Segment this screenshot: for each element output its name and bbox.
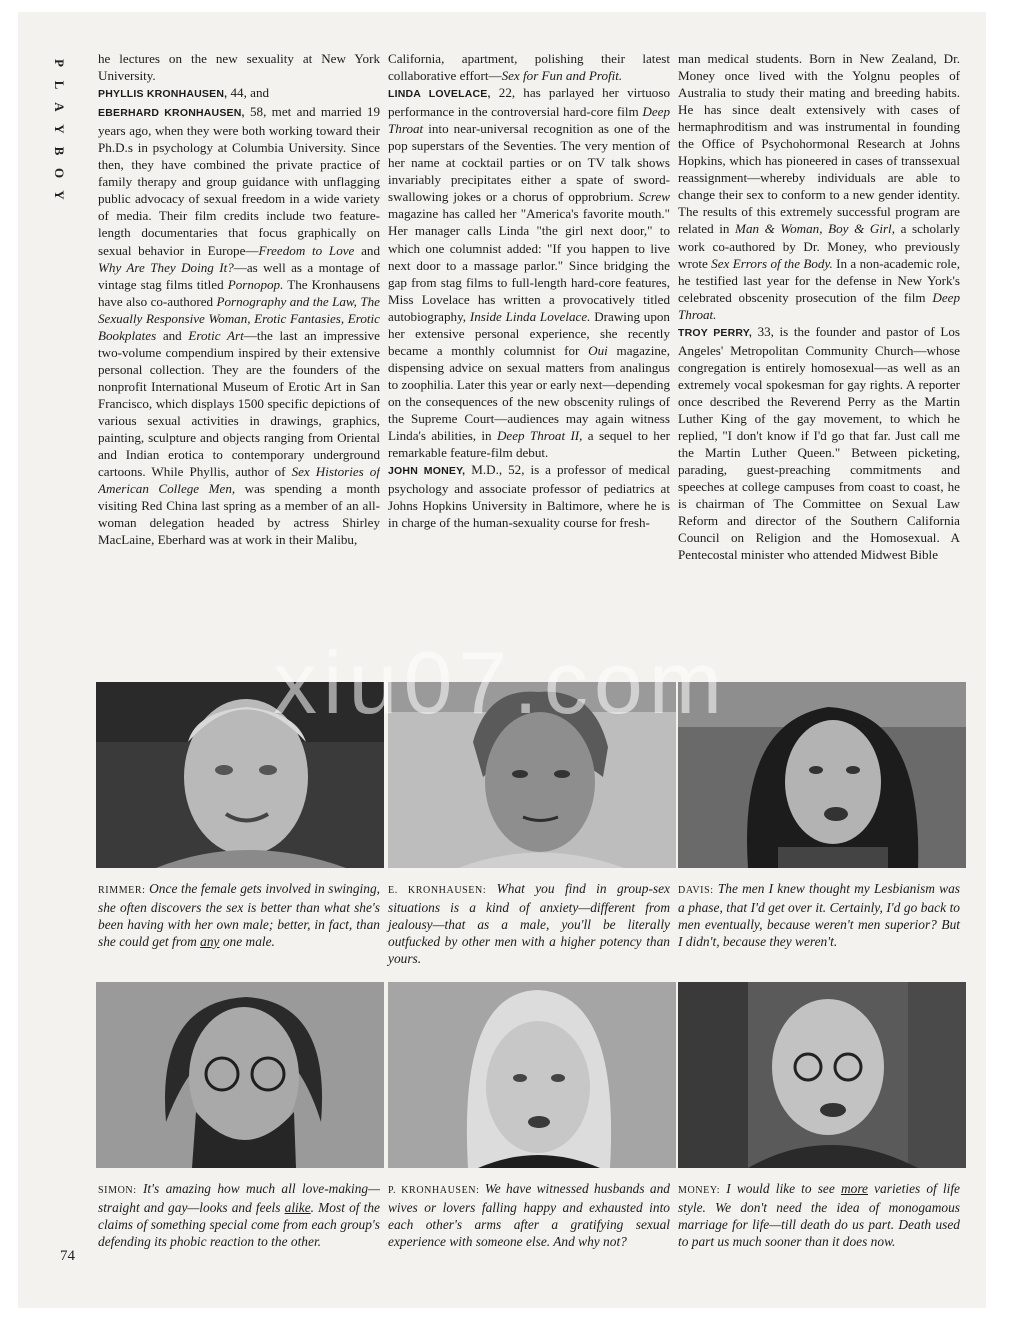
body-text: a sequel to her remarkable feature-film debut. — [388, 428, 670, 461]
italic-title: Sex Histories of American College Men, — [98, 464, 380, 497]
caption-speaker: SIMON: — [98, 1185, 137, 1196]
caption-text: What you find in group-sex situations is a kind of anxiety—different from jealousy—that as a male, you'll be literally outfucked by other men with a higher potency than yours. — [388, 881, 670, 966]
italic-title: Pornopop. — [227, 276, 284, 292]
body-text: —as well as a montage of vintage stag films titled — [98, 259, 380, 292]
caption-p-kronhausen — [388, 1180, 670, 1250]
body-text: into near-universal recognition as one of the pop superstars of the Seventies. The very mention of her name at cocktail parties or on TV talk shows invariably precipitates either a spate of sword-swallowing jokes or a chorus of opprobrium. — [388, 121, 670, 205]
profile-name: JOHN MONEY, — [388, 465, 466, 478]
body-text: a scholarly work co-authored by Dr. Money, who previously wrote — [678, 221, 960, 271]
side-label: P L A Y B O Y — [52, 59, 67, 200]
caption-text: It's amazing how much all love-making—straight and gay—looks and feels — [98, 1181, 380, 1215]
caption-emphasis: any — [200, 934, 220, 949]
body-text: man medical students. Born in New Zealand, Dr. Money once lived with the Yolgnu peoples of Australia to study their mating and breeding habits. He has since dealt extensively with cases of hermaphroditism and was instrumental in founding the Office of Psychohormonal Research at Johns Hopkins, which has pioneered in cases of transsexual reassignment—whereby individuals are able to change their sex to conform to a new gender identity. The results of this extremely successful program are related in — [678, 51, 960, 237]
italic-title: Screw — [638, 189, 670, 205]
body-text: 33, is the founder and pastor of Los Angeles' Metropolitan Community Church—whose congregation is entirely homosexual—as well as an extremely vocal spokesman for gay rights. A reporter once described the Reverend Perry as the Martin Luther King of the gay movement, to which he replied, "I don't know if I'd go that far. Just call me the Martin Luther Queen." Between picketing, parading, guest-preaching commitments and speeches at college campuses from coast to coast, he is chairman of The Committee on Sexual Law Reform and director of the Southern California Council on Religion and the Homosexual. A Pentecostal minister who attended Midwest Bible — [678, 323, 960, 563]
italic-title: Inside Linda Lovelace. — [469, 308, 591, 324]
body-text: Drawing upon her extensive personal experience, she recently became a monthly columnist for — [388, 308, 670, 358]
body-text: he lectures on the new sexuality at New York University. — [98, 51, 380, 84]
column-paragraph — [388, 50, 670, 531]
column-paragraph — [678, 50, 960, 563]
italic-title: Erotic Art — [188, 327, 244, 343]
caption-speaker: RIMMER: — [98, 885, 146, 896]
profile-name: TROY PERRY, — [678, 326, 752, 339]
italic-title: Deep Throat — [388, 104, 670, 137]
photo-money — [678, 982, 966, 1168]
body-text: 58, met and married 19 years ago, when they were both working toward their Ph.D.s in psychology at Columbia University. Since then, they have combined the private practice of family therapy and group guidance with unflagging public advocacy of sexual freedom in a wide variety of media. Their film credits include two feature-length documentaries that focus graphically on sexual behavior in Europe— — [98, 104, 380, 258]
profile-name: EBERHARD KRONHAUSEN, — [98, 107, 245, 120]
caption-speaker: MONEY: — [678, 1185, 721, 1196]
body-text: was spending a month visiting Red China last spring as a member of an all-woman delegation headed by actress Shirley MacLaine, Eberhard was at work in their Malibu, — [98, 481, 380, 548]
profile-name: PHYLLIS KRONHAUSEN, — [98, 88, 228, 101]
italic-title: Why Are They Doing It? — [98, 259, 234, 275]
caption-davis — [678, 880, 960, 950]
column-paragraph — [98, 50, 380, 548]
page-number: 74 — [60, 1248, 75, 1264]
italic-title: Deep Throat. — [678, 289, 960, 322]
body-text: and — [156, 327, 189, 343]
caption-simon — [98, 1180, 380, 1250]
watermark: xiu07.com — [273, 633, 729, 732]
italic-title: Oui — [588, 342, 608, 358]
caption-speaker: E. KRONHAUSEN: — [388, 885, 487, 896]
caption-text: The men I knew thought my Lesbianism was a phase, that I'd get over it. Certainly, I'd go back to men eventually, because weren't men superior? But I didn't, because they weren't. — [678, 881, 960, 949]
body-text: In a non-academic role, he testified last year for the defense in New York's celebrated obscenity prosecution of the film — [678, 255, 960, 305]
body-text: M.D., 52, is a professor of medical psychology and associate professor of pediatrics at Johns Hopkins University in Baltimore, where he is in charge of the human-sexuality course for fresh- — [388, 462, 670, 531]
body-text: California, apartment, polishing their latest collaborative effort— — [388, 51, 670, 84]
caption-speaker: P. KRONHAUSEN: — [388, 1185, 480, 1196]
photo-simon — [96, 982, 384, 1168]
caption-text: We have witnessed husbands and wives or lovers falling happy and exhausted into each other's arms after a gratifying sexual experience with someone else. And why not? — [388, 1181, 670, 1249]
body-text: —the last an impressive two-volume compendium inspired by their extensive personal collection. They are the founders of the nonprofit International Museum of Erotic Art in San Francisco, which displays 1500 specific depictions of various sexual activities in drawings, graphics, painting, sculpture and objects ranging from Oriental and Indian erotica to contemporary underground cartoons. While Phyllis, author of — [98, 327, 380, 480]
body-text: The Kronhausens have also co-authored — [98, 276, 380, 309]
body-text: 44, and — [227, 85, 270, 101]
caption-text: Once the female gets involved in swinging, she often discovers the sex is better than what she's been having with her own male; better, in fact, than she could get from — [98, 881, 380, 949]
caption-text: one male. — [219, 934, 275, 949]
photo-p-kronhausen — [388, 982, 676, 1168]
caption-text: I would like to see — [720, 1181, 841, 1196]
profile-name: LINDA LOVELACE, — [388, 88, 491, 101]
text-column-1 — [98, 50, 380, 662]
italic-title: Pornography and the Law, The Sexually Responsive Woman, Erotic Fantasies, Erotic Bookplates — [98, 293, 380, 343]
body-text: and — [354, 242, 380, 258]
caption-emphasis: more — [840, 1181, 868, 1196]
body-text: magazine has called her "America's favorite mouth." Her manager calls Linda "the girl next door," to which one columnist added: "If you happen to live next door to a massage parlor." Since bridging the gap from stag films to full-length hard-core features, Miss Lovelace has written a provocatively titled autobiography, — [388, 206, 670, 324]
italic-title: Man & Woman, Boy & Girl, — [735, 221, 895, 237]
caption-text: . Most of the claims of something special come from each group's defending its phobic reaction to the other. — [98, 1200, 380, 1249]
body-text: 22, has parlayed her virtuoso performance in the controversial hard-core film — [388, 85, 670, 120]
caption-emphasis: alike — [284, 1200, 311, 1215]
italic-title: Sex Errors of the Body. — [711, 255, 833, 271]
text-column-2 — [388, 50, 670, 662]
caption-money — [678, 1180, 960, 1250]
caption-rimmer — [98, 880, 380, 950]
italic-title: Sex for Fun and Profit. — [501, 68, 623, 84]
italic-title: Deep Throat II, — [496, 428, 583, 444]
text-column-3 — [678, 50, 960, 662]
caption-e-kronhausen — [388, 880, 670, 967]
italic-title: Freedom to Love — [258, 242, 355, 258]
magazine-page — [18, 12, 986, 1308]
caption-text: varieties of life style. We don't need the idea of monogamous marriage for life—till death do us part. Death used to part us much sooner than it does now. — [678, 1181, 960, 1249]
caption-speaker: DAVIS: — [678, 885, 714, 896]
body-text: magazine, dispensing advice on sexual matters from analingus to zoophilia. Later this year or early next—depending on the consequences of the new obscenity rulings of the Supreme Court—audiences may again witness Linda's abilities, in — [388, 342, 670, 444]
